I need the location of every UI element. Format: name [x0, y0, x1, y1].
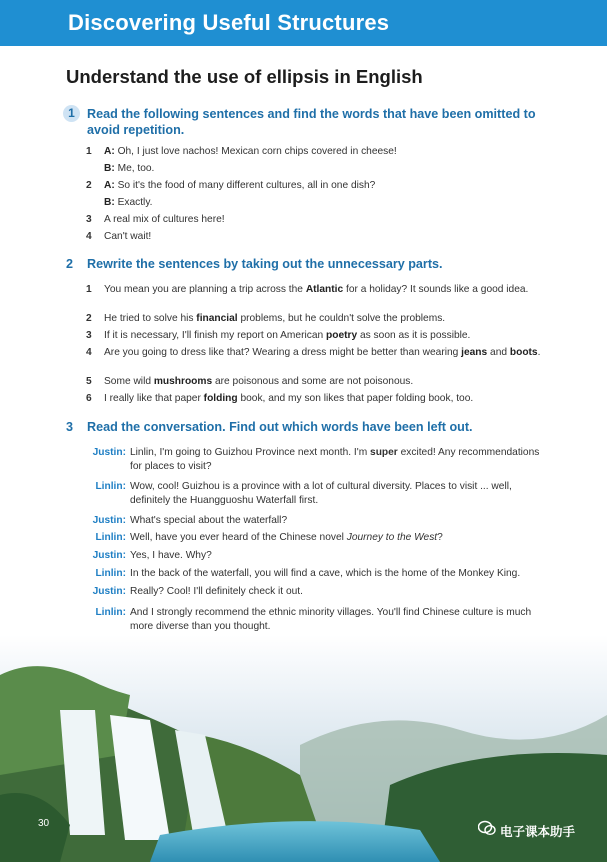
item-text — [104, 283, 544, 296]
item-number: 3 — [86, 214, 92, 225]
task-instruction: Read the conversation. Find out which words have been left out. — [87, 420, 473, 434]
item-number: 4 — [86, 231, 92, 242]
book-title: Journey to the West — [346, 532, 438, 543]
vocab-word: mushrooms — [153, 376, 213, 387]
sentence-text: He tried to solve his — [104, 313, 197, 324]
item-number: 5 — [86, 376, 92, 387]
sentence-text: Oh, I just love nachos! Mexican corn chips covered in cheese! — [114, 146, 397, 157]
vocab-word: poetry — [326, 330, 358, 341]
sentence-text: Are you going to dress like that? Wearing a dress might be better than wearing — [104, 347, 462, 358]
sentence-text: I really like that paper — [104, 393, 204, 404]
vocab-word: boots — [509, 347, 538, 358]
item-text — [104, 312, 544, 325]
item-text — [104, 213, 544, 226]
task-number: 3 — [66, 420, 74, 434]
task-instruction: Rewrite the sentences by taking out the unnecessary parts. — [87, 257, 443, 271]
vocab-word: jeans — [461, 347, 488, 358]
speaker-name: Linlin: — [95, 568, 126, 579]
speaker-name: Justin: — [92, 586, 126, 597]
dialogue-text — [130, 514, 540, 528]
dialogue-text — [130, 549, 540, 563]
task-instruction: Read the following sentences and find the words that have been omitted to avoid repetition. — [87, 107, 536, 137]
item-number: 1 — [86, 284, 92, 295]
speaker-name: Linlin: — [95, 481, 126, 492]
dialogue-text — [130, 585, 540, 599]
line-text: Linlin, I'm going to Guizhou Province next month. I'm — [130, 447, 371, 458]
page-header-bar — [0, 0, 607, 46]
item-number: 6 — [86, 393, 92, 404]
sentence-text: Me, too. — [114, 163, 155, 174]
line-text: Wow, cool! Guizhou is a province with a lot of cultural diversity. Places to visit ... well, definitely the Huangguoshu Waterfall first. — [130, 481, 512, 506]
vocab-word: super — [370, 447, 398, 458]
item-text — [104, 179, 544, 192]
page-number: 30 — [38, 818, 50, 829]
line-text: And I strongly recommend the ethnic minority villages. You'll find Chinese culture is much more diverse than you thought. — [130, 607, 532, 632]
dialogue-text — [130, 567, 540, 581]
speaker-name: Linlin: — [95, 532, 126, 543]
speaker-label: B: — [104, 197, 115, 208]
item-text — [104, 392, 544, 405]
line-text: In the back of the waterfall, you will find a cave, which is the home of the Monkey King. — [130, 568, 521, 579]
line-text: Yes, I have. Why? — [130, 550, 212, 561]
sentence-text: book, and my son likes that paper folding book, too. — [237, 393, 474, 404]
watermark-text: 电子课本助手 — [500, 825, 576, 839]
sentence-text: are poisonous and some are not poisonous. — [212, 376, 414, 387]
item-text — [104, 329, 544, 342]
sentence-text: problems, but he couldn't solve the problems. — [237, 313, 446, 324]
item-number: 2 — [86, 313, 92, 324]
item-number: 4 — [86, 347, 92, 358]
task-number-badge: 1 — [63, 105, 80, 122]
sentence-text: So it's the food of many different cultures, all in one dish? — [114, 180, 376, 191]
sentence-text: If it is necessary, I'll finish my report on American — [104, 330, 326, 341]
item-text — [104, 162, 544, 175]
item-number: 3 — [86, 330, 92, 341]
item-text — [104, 375, 544, 388]
wechat-icon — [478, 820, 496, 836]
sentence-text: Exactly. — [114, 197, 153, 208]
speaker-label: A: — [104, 146, 115, 157]
sentence-text: A real mix of cultures here! — [104, 214, 225, 225]
line-text: What's special about the waterfall? — [130, 515, 288, 526]
speaker-label: A: — [104, 180, 115, 191]
sentence-text: Some wild — [104, 376, 154, 387]
speaker-name: Justin: — [92, 515, 126, 526]
vocab-word: Atlantic — [305, 284, 344, 295]
line-text: Well, have you ever heard of the Chinese novel — [130, 532, 347, 543]
sentence-text: You mean you are planning a trip across the — [104, 284, 306, 295]
item-text — [104, 230, 544, 243]
section-subtitle: Understand the use of ellipsis in English — [66, 66, 423, 87]
item-text — [104, 196, 544, 209]
vocab-word: folding — [203, 393, 238, 404]
sentence-text: . — [537, 347, 541, 358]
dialogue-text — [130, 606, 540, 634]
speaker-name: Justin: — [92, 447, 126, 458]
item-number: 2 — [86, 180, 92, 191]
item-number: 1 — [86, 146, 92, 157]
item-text — [104, 346, 544, 359]
dialogue-text — [130, 446, 540, 474]
speaker-name: Linlin: — [95, 607, 126, 618]
vocab-word: financial — [196, 313, 238, 324]
item-text — [104, 145, 544, 158]
line-text: Really? Cool! I'll definitely check it out. — [130, 586, 303, 597]
sentence-text: and — [487, 347, 510, 358]
page-title: Discovering Useful Structures — [68, 10, 390, 35]
sentence-text: for a holiday? It sounds like a good idea. — [343, 284, 529, 295]
task-number: 2 — [66, 257, 74, 271]
sentence-text: Can't wait! — [104, 231, 152, 242]
dialogue-text — [130, 480, 540, 508]
line-text: excited! Any recommendations for places to visit? — [130, 447, 540, 472]
speaker-label: B: — [104, 163, 115, 174]
dialogue-text — [130, 531, 540, 545]
speaker-name: Justin: — [92, 550, 126, 561]
sentence-text: as soon as it is possible. — [357, 330, 471, 341]
line-text: ? — [437, 532, 443, 543]
